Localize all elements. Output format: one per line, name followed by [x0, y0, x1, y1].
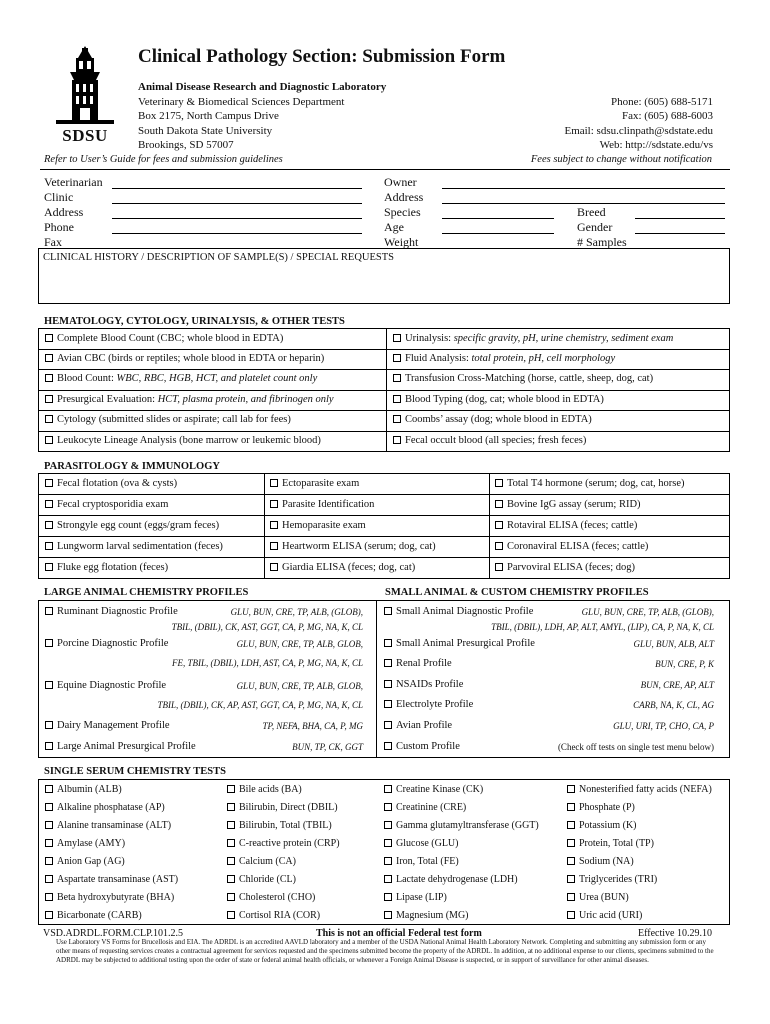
serum-col3-0[interactable]: [384, 784, 483, 795]
small-profile-6-tests: (Check off tests on single test menu below): [557, 742, 714, 752]
para-col1-0-label: Fecal flotation (ova & cysts): [57, 478, 178, 489]
para-col2-2[interactable]: [270, 520, 366, 531]
veterinarian-label: Veterinarian: [44, 175, 103, 189]
hema-left-2-label: Blood Count:: [57, 373, 117, 384]
owner-field[interactable]: [442, 188, 725, 189]
checkbox[interactable]: [384, 911, 392, 919]
mailing-address: Veterinary & Biomedical Sciences Department Box 2175, North Campus Drive South Dakota State University Brookings, SD 57007: [138, 96, 345, 151]
checkbox[interactable]: [384, 839, 392, 847]
serum-col4-3[interactable]: [567, 838, 654, 849]
small-profile-0-tests-2: TBIL, (DBIL), LDH, AP, ALT, AMYL, (LIP), CA, P, NA, K, CL: [491, 622, 714, 632]
serum-col4-6[interactable]: [567, 892, 629, 903]
serum-col2-0[interactable]: [227, 784, 302, 795]
small-profile-5-tests: GLU, URI, TP, CHO, CA, P: [613, 721, 714, 731]
para-col3-1[interactable]: [495, 499, 641, 510]
para-col2-1-label: Parasite Identification: [282, 499, 375, 510]
serum-col4-6-label: Urea (BUN): [579, 892, 629, 903]
large-profile-3[interactable]: [45, 720, 170, 731]
large-profile-2[interactable]: [45, 680, 166, 691]
checkbox[interactable]: [567, 785, 575, 793]
checkbox[interactable]: [227, 839, 235, 847]
checkbox[interactable]: [45, 500, 53, 508]
serum-col2-7[interactable]: [227, 910, 320, 921]
clinic-address-label: Address: [44, 205, 84, 219]
serum-col2-7-label: Cortisol RIA (COR): [239, 910, 321, 921]
fee-note: Fees subject to change without notification: [530, 154, 712, 165]
small-animal-title: SMALL ANIMAL & CUSTOM CHEMISTRY PROFILES: [385, 587, 649, 598]
serum-col1-0[interactable]: [45, 784, 122, 795]
checkbox[interactable]: [270, 479, 278, 487]
para-col1-1-label: Fecal cryptosporidia exam: [57, 499, 169, 510]
clinical-history-label: CLINICAL HISTORY / DESCRIPTION OF SAMPLE(S) / SPECIAL REQUESTS: [43, 252, 395, 263]
large-profile-0-tests: GLU, BUN, CRE, TP, ALB, (GLOB),: [230, 607, 363, 617]
small-profile-5[interactable]: [384, 720, 452, 731]
hema-right-2-label: Transfusion Cross-Matching (horse, cattle, sheep, dog, cat): [405, 373, 654, 384]
para-col1-3[interactable]: [45, 541, 223, 552]
para-col3-2[interactable]: [495, 520, 637, 531]
hema-left-0-label: Complete Blood Count (CBC; whole blood in EDTA): [57, 333, 284, 344]
serum-col4-0[interactable]: [567, 784, 712, 795]
serum-col3-5[interactable]: [384, 874, 518, 885]
serum-col2-4[interactable]: [227, 856, 296, 867]
checkbox[interactable]: [45, 436, 53, 444]
contact-info: Phone: (605) 688-5171 Fax: (605) 688-6003 Email: sdsu.clinpath@sdstate.edu Web: http://sdstate.edu/vs: [564, 96, 713, 151]
checkbox[interactable]: [384, 875, 392, 883]
serum-col3-6[interactable]: [384, 892, 447, 903]
serum-col2-1[interactable]: [227, 802, 338, 813]
serum-col3-1-label: Creatinine (CRE): [396, 802, 467, 813]
checkbox[interactable]: [45, 521, 53, 529]
serum-col1-1[interactable]: [45, 802, 165, 813]
checkbox[interactable]: [227, 785, 235, 793]
gender-field[interactable]: [635, 233, 725, 234]
serum-col2-1-label: Bilirubin, Direct (DBIL): [239, 802, 338, 813]
serum-col1-4[interactable]: [45, 856, 125, 867]
hema-left-0[interactable]: [45, 333, 283, 344]
checkbox[interactable]: [384, 803, 392, 811]
checkbox[interactable]: [393, 395, 401, 403]
para-col3-1-label: Bovine IgG assay (serum; RID): [507, 499, 641, 510]
serum-col3-3[interactable]: [384, 838, 458, 849]
checkbox[interactable]: [393, 415, 401, 423]
small-profile-6-label: Custom Profile: [396, 741, 460, 752]
serum-col1-5[interactable]: [45, 874, 178, 885]
checkbox[interactable]: [384, 742, 392, 750]
hema-left-3-label: Presurgical Evaluation:: [57, 394, 158, 405]
small-profile-3[interactable]: [384, 679, 463, 690]
serum-col3-2[interactable]: [384, 820, 539, 831]
small-profile-3-tests: BUN, CRE, AP, ALT: [640, 680, 714, 690]
hema-right-5[interactable]: [393, 435, 586, 446]
hema-right-1-detail: total protein, pH, cell morphology: [471, 353, 616, 364]
checkbox[interactable]: [227, 911, 235, 919]
hema-left-2[interactable]: [45, 373, 317, 384]
small-profile-4[interactable]: [384, 699, 473, 710]
clinic-label: Clinic: [44, 190, 74, 204]
hema-left-5-label: Leukocyte Lineage Analysis (bone marrow or leukemic blood): [57, 435, 321, 446]
small-profile-0[interactable]: [384, 606, 533, 617]
checkbox[interactable]: [384, 721, 392, 729]
clinic-address-field[interactable]: [112, 218, 362, 219]
para-col3-4[interactable]: [495, 562, 635, 573]
checkbox[interactable]: [495, 542, 503, 550]
owner-address-label: Address: [384, 190, 424, 204]
small-profile-0-tests: GLU, BUN, CRE, TP, ALB, (GLOB),: [581, 607, 714, 617]
hema-left-3[interactable]: [45, 394, 334, 405]
hema-right-4[interactable]: [393, 414, 592, 425]
checkbox[interactable]: [393, 374, 401, 382]
large-profile-0-tests-2: TBIL, (DBIL), CK, AST, GGT, CA, P, MG, NA, K, CL: [171, 622, 363, 632]
weight-label: Weight: [384, 235, 419, 249]
checkbox[interactable]: [393, 436, 401, 444]
large-profile-4-label: Large Animal Presurgical Profile: [57, 741, 196, 752]
serum-col1-7-label: Bicarbonate (CARB): [57, 910, 142, 921]
samples-label: # Samples: [577, 235, 627, 249]
large-profile-1-tests-2: FE, TBIL, (DBIL), LDH, AST, CA, P, MG, NA, K, CL: [171, 658, 363, 668]
para-col2-2-label: Hemoparasite exam: [282, 520, 366, 531]
serum-col4-0-label: Nonesterified fatty acids (NEFA): [579, 784, 712, 795]
small-profile-6[interactable]: [384, 741, 460, 752]
serum-col2-5-label: Chloride (CL): [239, 874, 296, 885]
serum-col4-4[interactable]: [567, 856, 634, 867]
serum-col1-2-label: Alanine transaminase (ALT): [57, 820, 172, 831]
checkbox[interactable]: [45, 542, 53, 550]
checkbox[interactable]: [384, 857, 392, 865]
clinical-history-box[interactable]: [38, 248, 730, 304]
small-profile-3-label: NSAIDs Profile: [396, 679, 464, 690]
age-label: Age: [384, 220, 404, 234]
small-profile-2[interactable]: [384, 658, 452, 669]
serum-col1-7[interactable]: [45, 910, 142, 921]
checkbox[interactable]: [227, 803, 235, 811]
gender-label: Gender: [577, 220, 613, 234]
para-col1-2-label: Strongyle egg count (eggs/gram feces): [57, 520, 220, 531]
checkbox[interactable]: [384, 785, 392, 793]
serum-col4-4-label: Sodium (NA): [579, 856, 634, 867]
para-col3-4-label: Parvoviral ELISA (feces; dog): [507, 562, 636, 573]
checkbox[interactable]: [45, 785, 53, 793]
checkbox[interactable]: [495, 500, 503, 508]
checkbox[interactable]: [567, 803, 575, 811]
serum-col3-5-label: Lactate dehydrogenase (LDH): [396, 874, 518, 885]
small-profile-0-label: Small Animal Diagnostic Profile: [396, 606, 534, 617]
hematology-title: HEMATOLOGY, CYTOLOGY, URINALYSIS, & OTHER TESTS: [44, 316, 345, 327]
serum-col3-6-label: Lipase (LIP): [396, 892, 447, 903]
serum-col3-4[interactable]: [384, 856, 459, 867]
para-col2-3-label: Heartworm ELISA (serum; dog, cat): [282, 541, 436, 552]
large-profile-4-tests: BUN, TP, CK, GGT: [292, 742, 363, 752]
para-col1-4-label: Fluke egg flotation (feces): [57, 562, 169, 573]
federal-notice: This is not an official Federal test form: [316, 928, 482, 939]
para-col3-2-label: Rotaviral ELISA (feces; cattle): [507, 520, 638, 531]
serum-col1-3-label: Amylase (AMY): [57, 838, 126, 849]
para-col3-3-label: Coronaviral ELISA (feces; cattle): [507, 541, 649, 552]
serum-col4-2-label: Potassium (K): [579, 820, 637, 831]
species-label: Species: [384, 205, 421, 219]
serum-col2-0-label: Bile acids (BA): [239, 784, 302, 795]
large-profile-3-label: Dairy Management Profile: [57, 720, 170, 731]
large-profile-2-tests: GLU, BUN, CRE, TP, ALB, GLOB,: [236, 681, 363, 691]
form-code: VSD.ADRDL.FORM.CLP.101.2.5: [43, 928, 184, 939]
checkbox[interactable]: [45, 821, 53, 829]
checkbox[interactable]: [567, 911, 575, 919]
para-col1-2[interactable]: [45, 520, 219, 531]
para-col2-0-label: Ectoparasite exam: [282, 478, 360, 489]
serum-col3-7[interactable]: [384, 910, 469, 921]
hema-right-0[interactable]: [393, 333, 673, 344]
checkbox[interactable]: [227, 875, 235, 883]
para-col2-4-label: Giardia ELISA (feces; dog, cat): [282, 562, 416, 573]
para-col3-0[interactable]: [495, 478, 685, 489]
serum-col1-1-label: Alkaline phosphatase (AP): [57, 802, 165, 813]
checkbox[interactable]: [393, 354, 401, 362]
small-profile-2-label: Renal Profile: [396, 658, 452, 669]
hema-left-2-detail: WBC, RBC, HGB, HCT, and platelet count only: [116, 373, 318, 384]
serum-col4-5[interactable]: [567, 874, 657, 885]
serum-col4-5-label: Triglycerides (TRI): [579, 874, 658, 885]
checkbox[interactable]: [45, 893, 53, 901]
large-profile-1-label: Porcine Diagnostic Profile: [57, 638, 169, 649]
serum-col3-4-label: Iron, Total (FE): [396, 856, 459, 867]
checkbox[interactable]: [45, 857, 53, 865]
serum-col1-6-label: Beta hydroxybutyrate (BHA): [57, 892, 175, 903]
hema-right-3[interactable]: [393, 394, 604, 405]
checkbox[interactable]: [45, 839, 53, 847]
hema-left-4[interactable]: [45, 414, 291, 425]
checkbox[interactable]: [45, 374, 53, 382]
fax-label: Fax: [44, 235, 62, 249]
serum-col1-5-label: Aspartate transaminase (AST): [57, 874, 179, 885]
clinic-field[interactable]: [112, 203, 362, 204]
para-col1-4[interactable]: [45, 562, 168, 573]
checkbox[interactable]: [45, 415, 53, 423]
small-profile-1-label: Small Animal Presurgical Profile: [396, 638, 535, 649]
large-animal-title: LARGE ANIMAL CHEMISTRY PROFILES: [44, 587, 249, 598]
serum-col2-5[interactable]: [227, 874, 296, 885]
serum-col1-4-label: Anion Gap (AG): [57, 856, 125, 867]
large-profile-1-tests: GLU, BUN, CRE, TP, ALB, GLOB,: [236, 639, 363, 649]
large-profile-0[interactable]: [45, 606, 178, 617]
veterinarian-field[interactable]: [112, 188, 362, 189]
large-profile-0-label: Ruminant Diagnostic Profile: [57, 606, 178, 617]
large-profile-2-label: Equine Diagnostic Profile: [57, 680, 167, 691]
small-profile-4-label: Electrolyte Profile: [396, 699, 474, 710]
hema-right-0-label: Urinalysis:: [405, 333, 454, 344]
single-serum-title: SINGLE SERUM CHEMISTRY TESTS: [44, 766, 226, 777]
checkbox[interactable]: [45, 721, 53, 729]
hema-right-4-label: Coombs’ assay (dog; whole blood in EDTA): [405, 414, 592, 425]
serum-col2-6-label: Cholesterol (CHO): [239, 892, 316, 903]
serum-col3-3-label: Glucose (GLU): [396, 838, 459, 849]
checkbox[interactable]: [45, 334, 53, 342]
checkbox[interactable]: [45, 354, 53, 362]
serum-col1-6[interactable]: [45, 892, 174, 903]
hema-right-2[interactable]: [393, 373, 653, 384]
para-col3-3[interactable]: [495, 541, 648, 552]
serum-col2-3-label: C-reactive protein (CRP): [239, 838, 340, 849]
serum-col3-1[interactable]: [384, 802, 466, 813]
hema-left-1-label: Avian CBC (birds or reptiles; whole blood in EDTA or heparin): [57, 353, 325, 364]
para-col2-0[interactable]: [270, 478, 359, 489]
large-profile-2-tests-2: TBIL, (DBIL), CK, AP, AST, GGT, CA, P, MG, NA, K, CL: [157, 700, 363, 710]
para-col3-0-label: Total T4 hormone (serum; dog, cat, horse): [507, 478, 685, 489]
checkbox[interactable]: [384, 893, 392, 901]
phone-label: Phone: [44, 220, 74, 234]
serum-col4-7-label: Uric acid (URI): [579, 910, 643, 921]
small-profile-1-tests: GLU, BUN, ALB, ALT: [633, 639, 714, 649]
serum-col4-1-label: Phosphate (P): [579, 802, 635, 813]
hema-left-4-label: Cytology (submitted slides or aspirate; call lab for fees): [57, 414, 291, 425]
checkbox[interactable]: [45, 875, 53, 883]
serum-col4-2[interactable]: [567, 820, 637, 831]
checkbox[interactable]: [45, 395, 53, 403]
checkbox[interactable]: [270, 521, 278, 529]
serum-col2-6[interactable]: [227, 892, 315, 903]
checkbox[interactable]: [567, 839, 575, 847]
hema-right-1-label: Fluid Analysis:: [405, 353, 472, 364]
small-profile-4-tests: CARB, NA, K, CL, AG: [633, 700, 714, 710]
checkbox[interactable]: [384, 659, 392, 667]
serum-col4-7[interactable]: [567, 910, 642, 921]
checkbox[interactable]: [384, 700, 392, 708]
large-profile-1[interactable]: [45, 638, 168, 649]
large-profile-3-tests: TP, NEFA, BHA, CA, P, MG: [262, 721, 363, 731]
checkbox[interactable]: [495, 521, 503, 529]
para-col1-1[interactable]: [45, 499, 168, 510]
checkbox[interactable]: [384, 680, 392, 688]
checkbox[interactable]: [567, 857, 575, 865]
serum-col1-3[interactable]: [45, 838, 125, 849]
logo-text: SDSU: [62, 126, 108, 145]
small-profile-5-label: Avian Profile: [396, 720, 453, 731]
checkbox[interactable]: [227, 857, 235, 865]
breed-field[interactable]: [635, 218, 725, 219]
small-profile-2-tests: BUN, CRE, P, K: [655, 659, 714, 669]
small-profile-1[interactable]: [384, 638, 535, 649]
checkbox[interactable]: [270, 563, 278, 571]
checkbox[interactable]: [495, 563, 503, 571]
checkbox[interactable]: [45, 607, 53, 615]
checkbox[interactable]: [45, 803, 53, 811]
checkbox[interactable]: [270, 500, 278, 508]
effective-date: Effective 10.29.10: [638, 928, 712, 939]
guide-note: Refer to User’s Guide for fees and submission guidelines: [44, 154, 283, 165]
checkbox[interactable]: [45, 911, 53, 919]
hema-left-1[interactable]: [45, 353, 324, 364]
checkbox[interactable]: [45, 563, 53, 571]
para-col2-4[interactable]: [270, 562, 415, 573]
checkbox[interactable]: [45, 479, 53, 487]
serum-col2-3[interactable]: [227, 838, 340, 849]
header-divider: [40, 169, 730, 170]
hema-right-5-label: Fecal occult blood (all species; fresh feces): [405, 435, 587, 446]
checkbox[interactable]: [567, 893, 575, 901]
serum-col2-2-label: Bilirubin, Total (TBIL): [239, 820, 332, 831]
serum-col3-0-label: Creatine Kinase (CK): [396, 784, 484, 795]
breed-label: Breed: [577, 205, 606, 219]
serum-col2-4-label: Calcium (CA): [239, 856, 296, 867]
single-serum-box: [38, 779, 730, 925]
large-profile-4[interactable]: [45, 741, 196, 752]
owner-address-field[interactable]: [442, 203, 725, 204]
serum-col3-7-label: Magnesium (MG): [396, 910, 469, 921]
checkbox[interactable]: [495, 479, 503, 487]
checkbox[interactable]: [384, 607, 392, 615]
checkbox[interactable]: [567, 821, 575, 829]
checkbox[interactable]: [393, 334, 401, 342]
para-col2-3[interactable]: [270, 541, 436, 552]
hema-right-0-detail: specific gravity, pH, urine chemistry, sediment exam: [453, 333, 674, 344]
serum-col4-3-label: Protein, Total (TP): [579, 838, 654, 849]
serum-col2-2[interactable]: [227, 820, 332, 831]
hema-right-3-label: Blood Typing (dog, cat; whole blood in EDTA): [405, 394, 604, 405]
serum-col1-2[interactable]: [45, 820, 171, 831]
lab-name: Animal Disease Research and Diagnostic Laboratory: [138, 81, 387, 93]
hema-right-1[interactable]: [393, 353, 615, 364]
para-col1-0[interactable]: [45, 478, 177, 489]
serum-col4-1[interactable]: [567, 802, 635, 813]
hema-left-5[interactable]: [45, 435, 321, 446]
checkbox[interactable]: [384, 639, 392, 647]
para-col1-3-label: Lungworm larval sedimentation (feces): [57, 541, 223, 552]
serum-col3-2-label: Gamma glutamyltransferase (GGT): [396, 820, 539, 831]
checkbox[interactable]: [384, 821, 392, 829]
serum-col1-0-label: Albumin (ALB): [57, 784, 122, 795]
age-field[interactable]: [442, 233, 554, 234]
legal-fine-print: Use Laboratory VS Forms for Brucellosis and EIA. The ADRDL is an accredited AAVLD laboratory and a member of the USDA National Animal Health Laboratory Network. Completing and submitting any submission form or any other means of requesting services creates a contractual agreement for services requested and the specimens submitted become the property of the ADRDL. In addition, at no additional expense to our clients, specimens submitted to the ADRDL may be subjected to additional testing upon the order of state or federal animal health officials, or whenever a Foreign Animal Disease is suspected, or in support of surveillance for other animal diseases.: [56, 938, 714, 964]
owner-label: Owner: [384, 175, 417, 189]
checkbox[interactable]: [227, 821, 235, 829]
hema-left-3-detail: HCT, plasma protein, and fibrinogen only: [157, 394, 334, 405]
checkbox[interactable]: [45, 639, 53, 647]
parasitology-title: PARASITOLOGY & IMMUNOLOGY: [44, 461, 220, 472]
species-field[interactable]: [442, 218, 554, 219]
checkbox[interactable]: [567, 875, 575, 883]
form-title: Clinical Pathology Section: Submission Form: [138, 46, 506, 67]
checkbox[interactable]: [227, 893, 235, 901]
checkbox[interactable]: [45, 742, 53, 750]
para-col2-1[interactable]: [270, 499, 374, 510]
checkbox[interactable]: [270, 542, 278, 550]
phone-field[interactable]: [112, 233, 362, 234]
checkbox[interactable]: [45, 681, 53, 689]
